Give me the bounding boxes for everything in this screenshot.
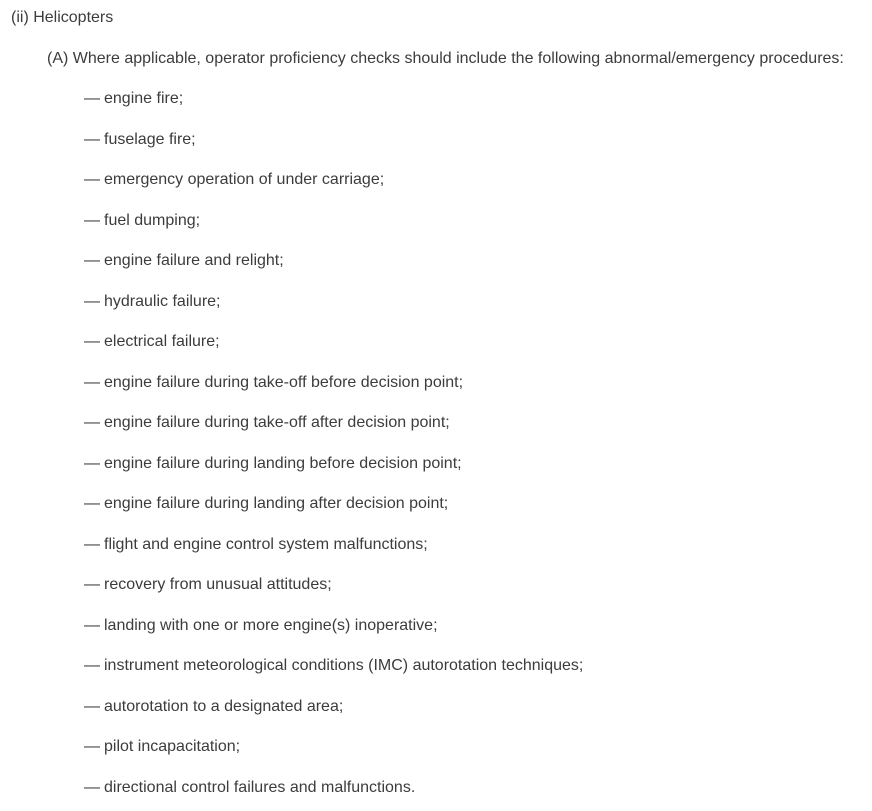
- list-item-text: engine failure and relight;: [104, 252, 284, 269]
- list-item-text: recovery from unusual attitudes;: [104, 576, 332, 593]
- list-item: [84, 170, 583, 211]
- list-item-text: engine failure during take-off before decision point;: [104, 373, 464, 391]
- dash-marker: —: [84, 576, 100, 593]
- list-item-text: engine fire;: [104, 90, 184, 107]
- dash-marker: —: [84, 373, 100, 391]
- list-item-text: engine failure during landing after decision point;: [104, 495, 449, 512]
- list-item: [84, 292, 583, 333]
- list-item-text: fuselage fire;: [104, 130, 196, 148]
- list-item-text: engine failure during landing before decision point;: [104, 454, 462, 472]
- dash-marker: —: [84, 333, 100, 350]
- dash-marker: —: [84, 535, 100, 553]
- list-item: [84, 656, 583, 697]
- list-item: [84, 130, 583, 171]
- list-item: [84, 778, 583, 811]
- dash-marker: —: [84, 616, 100, 634]
- list-item-text: electrical failure;: [104, 333, 220, 350]
- dash-marker: —: [84, 211, 100, 229]
- list-item: [84, 373, 583, 414]
- list-item: [84, 454, 583, 495]
- dash-marker: —: [84, 454, 100, 472]
- list-item: [84, 251, 583, 292]
- list-item-text: instrument meteorological conditions (IMC) autorotation techniques;: [104, 657, 584, 674]
- dash-marker: —: [84, 414, 100, 431]
- dash-marker: —: [84, 252, 100, 269]
- list-item: [84, 494, 583, 535]
- list-item-text: flight and engine control system malfunctions;: [104, 535, 428, 553]
- list-item: [84, 89, 583, 130]
- list-item: [84, 737, 583, 778]
- list-item-text: fuel dumping;: [104, 211, 201, 229]
- dash-marker: —: [84, 495, 100, 512]
- dash-marker: —: [84, 738, 100, 755]
- list-item-text: landing with one or more engine(s) inoperative;: [104, 616, 438, 634]
- list-item-text: engine failure during take-off after decision point;: [104, 414, 450, 431]
- list-item-text: pilot incapacitation;: [104, 738, 241, 755]
- procedures-list: [84, 89, 583, 811]
- list-item-text: emergency operation of under carriage;: [104, 171, 385, 188]
- list-item: [84, 697, 583, 738]
- dash-marker: —: [84, 292, 100, 310]
- list-item: [84, 575, 583, 616]
- section-heading: (ii) Helicopters: [11, 9, 114, 26]
- list-item-text: directional control failures and malfunctions.: [104, 778, 416, 796]
- dash-marker: —: [84, 130, 100, 148]
- list-item: [84, 616, 583, 657]
- list-item-text: hydraulic failure;: [104, 292, 221, 310]
- list-item: [84, 332, 583, 373]
- list-item: [84, 211, 583, 252]
- list-item-text: autorotation to a designated area;: [104, 697, 344, 715]
- list-item: [84, 535, 583, 576]
- dash-marker: —: [84, 697, 100, 715]
- dash-marker: —: [84, 171, 100, 188]
- dash-marker: —: [84, 90, 100, 107]
- dash-marker: —: [84, 778, 100, 796]
- list-item: [84, 413, 583, 454]
- subsection-heading: (A) Where applicable, operator proficiency checks should include the following abnormal/emergency procedures:: [47, 50, 844, 67]
- dash-marker: —: [84, 657, 100, 674]
